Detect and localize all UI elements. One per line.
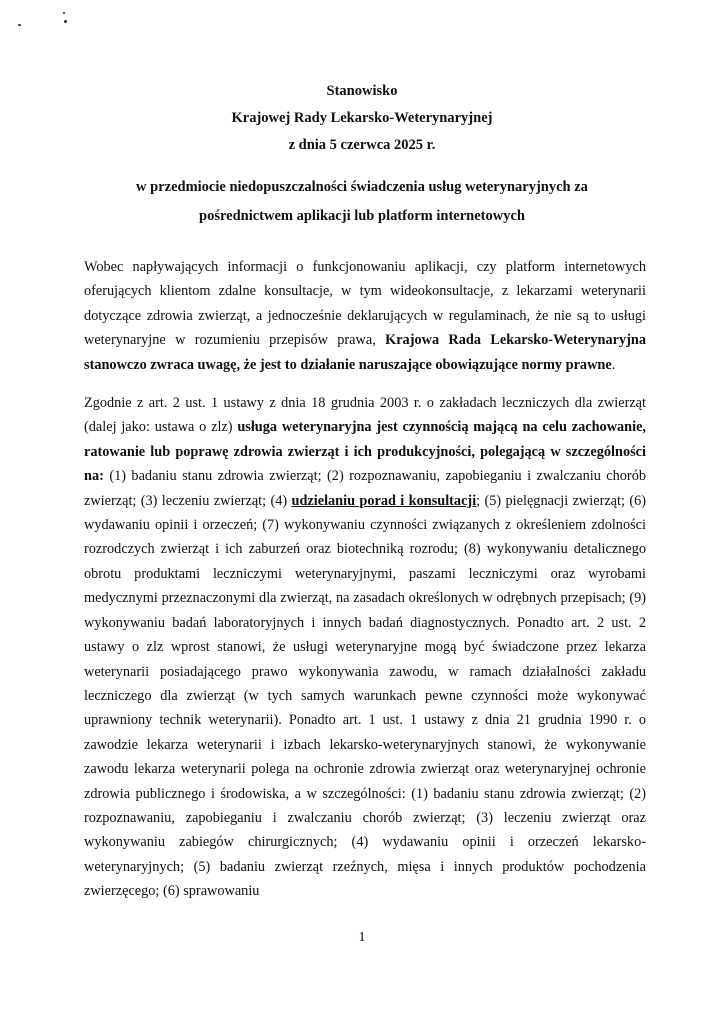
document-date: z dnia 5 czerwca 2025 r.	[288, 137, 436, 153]
paragraph-1-text: Wobec napływających informacji o funkcjonowaniu aplikacji, czy platform internetowych oferujących klientom zdalne konsultacje, w tym wideokonsultacje, z lekarzami weterynarii dotyczące zdrowia zwierząt, a jednocześnie deklarujących w regulaminach, że nie są to usługi weterynaryjne w rozumieniu przepisów prawa,	[84, 259, 646, 349]
document-issuer: Krajowej Rady Lekarsko-Weterynaryjnej	[231, 110, 493, 126]
paragraph-2-part2: (1) badaniu stanu zdrowia zwierząt; (2) rozpoznawaniu, zapobieganiu i zwalczaniu chorób zwierząt; (3) leczeniu zwierząt; (4)	[84, 468, 646, 509]
document-title: Stanowisko	[326, 83, 398, 99]
document-header	[80, 78, 644, 231]
document-subject	[80, 173, 644, 231]
paragraph-1	[84, 255, 646, 377]
scan-specks	[18, 10, 78, 40]
paragraph-1-bold: Krajowa Rada Lekarsko-Weterynaryjna stanowczo zwraca uwagę, że jest to działanie naruszające obowiązujące normy prawne	[84, 332, 646, 373]
paragraph-2	[84, 391, 646, 904]
paragraph-2-part1: Zgodnie z art. 2 ust. 1 ustawy z dnia 18 grudnia 2003 r. o zakładach leczniczych dla zwierząt (dalej jako: ustawa o zlz)	[84, 395, 646, 436]
paragraph-2-underlined: udzielaniu porad i konsultacji	[291, 492, 477, 509]
paragraph-1-end: .	[611, 356, 616, 373]
document-body	[84, 255, 646, 918]
page-number: 1	[358, 930, 366, 945]
paragraph-2-bold: usługa weterynaryjna jest czynnością mającą na celu zachowanie, ratowanie lub poprawę zdrowia zwierząt i ich produkcyjności, polegającą w szczególności na:	[84, 419, 647, 485]
subject-line-2: pośrednictwem aplikacji lub platform internetowych	[199, 208, 525, 224]
subject-line-1: w przedmiocie niedopuszczalności świadczenia usług weterynaryjnych za	[136, 179, 588, 195]
paragraph-2-part3: ; (5) pielęgnacji zwierząt; (6) wydawaniu opinii i orzeczeń; (7) wykonywaniu czynności związanych z określeniem zdolności rozrodczych zwierząt i ich zaburzeń oraz biotechniką rozrodu; (8) wykonywaniu detalicznego obrotu produktami leczniczymi weterynaryjnymi, paszami leczniczymi oraz wyrobami medycznymi przeznaczonymi dla zwierząt, na zasadach określonych w odrębnych przepisach; (9) wykonywaniu badań laboratoryjnych i innych badań diagnostycznych. Ponadto art. 2 ust. 2 ustawy o zlz wprost stanowi, że usługi weterynaryjne mogą być świadczone przez lekarza weterynarii posiadającego prawo wykonywania zawodu, w ramach działalności zakładu leczniczego dla zwierząt (w tych samych warunkach pewne czynności może wykonywać uprawniony technik weterynarii). Ponadto art. 1 ust. 1 ustawy z dnia 21 grudnia 1990 r. o zawodzie lekarza weterynarii i izbach lekarsko-weterynaryjnych stanowi, że wykonywanie zawodu lekarza weterynarii polega na ochronie zdrowia zwierząt oraz weterynaryjnej ochronie zdrowia publicznego i środowiska, a w szczególności: (1) badaniu stanu zdrowia zwierząt; (2) rozpoznawaniu, zapobieganiu i zwalczaniu chorób zwierząt; (3) leczeniu zwierząt oraz wykonywaniu zabiegów chirurgicznych; (4) wydawaniu opinii i orzeczeń lekarsko-weterynaryjnych; (5) badaniu zwierząt rzeźnych, mięsa i innych produktów pochodzenia zwierzęcego; (6) sprawowaniu	[84, 492, 646, 900]
